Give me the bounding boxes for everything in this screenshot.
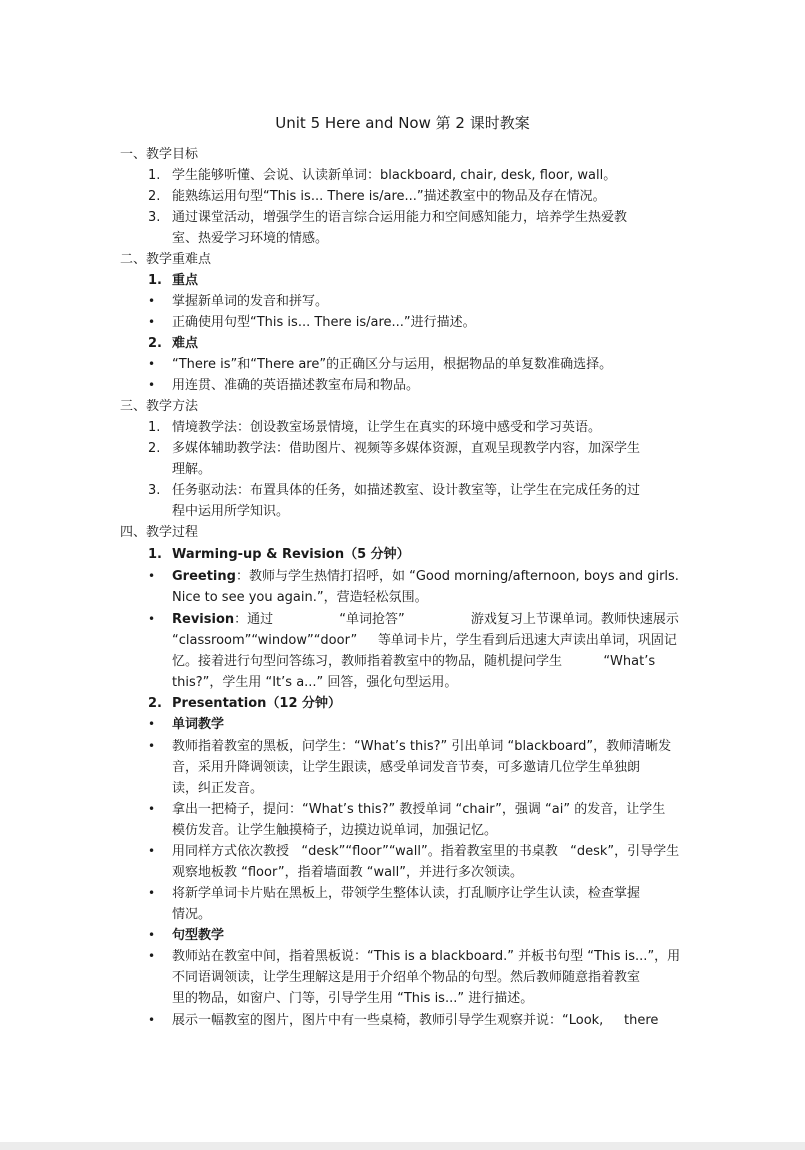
paragraph-line: this?”，学生用 “It’s a...” 回答，强化句型运用。	[172, 675, 458, 690]
bullet-icon: •	[148, 612, 156, 626]
label-revision: Revision	[172, 612, 235, 627]
list-item: 用连贯、准确的英语描述教室布局和物品。	[172, 378, 420, 393]
list-item: 能熟练运用句型“This is... There is/are...”描述教室中的物品及存在情况。	[172, 189, 606, 204]
bullet-icon: •	[148, 357, 156, 371]
list-item: 学生能够听懂、会说、认读新单词：blackboard, chair, desk, floor, wall。	[172, 168, 617, 183]
bullet-icon: •	[148, 315, 156, 329]
page-title: Unit 5 Here and Now 第 2 课时教案	[275, 114, 530, 132]
step-heading-presentation: Presentation（12 分钟）	[172, 696, 342, 711]
label-greeting: Greeting	[172, 569, 236, 584]
bullet-icon: •	[148, 378, 156, 392]
paragraph-line: 忆。接着进行句型问答练习，教师指着教室中的物品，随机提问学生 “What’s	[172, 654, 656, 669]
subheading-sentence-patterns: 句型教学	[172, 928, 225, 943]
list-item: 正确使用句型“This is... There is/are...”进行描述。	[172, 315, 476, 330]
bullet-icon: •	[148, 949, 156, 963]
section-heading-key-points: 二、教学重难点	[120, 252, 212, 267]
paragraph-line: 读，纠正发音。	[172, 781, 264, 796]
list-marker: 2.	[148, 441, 161, 456]
section-heading-objectives: 一、教学目标	[120, 147, 199, 162]
bullet-icon: •	[148, 802, 156, 816]
list-item: 情境教学法：创设教室场景情境，让学生在真实的环境中感受和学习英语。	[172, 420, 602, 435]
list-item: “There is”和“There are”的正确区分与运用，根据物品的单复数准确选择。	[172, 357, 613, 372]
step-heading-warmup: Warming-up & Revision（5 分钟）	[172, 547, 410, 562]
paragraph-line	[172, 566, 684, 587]
paragraph-line: 拿出一把椅子，提问：“What’s this?” 教授单词 “chair”，强调 “ai” 的发音，让学生	[172, 802, 666, 817]
bullet-icon: •	[148, 928, 156, 942]
paragraph-line: 展示一幅教室的图片，图片中有一些桌椅，教师引导学生观察并说：“Look, there	[172, 1013, 659, 1028]
list-marker: 3.	[148, 210, 161, 225]
revision-text: ：通过 “单词抢答” 游戏复习上节课单词。教师快速展示	[234, 612, 679, 627]
paragraph-line: “classroom”“window”“door” 等单词卡片，学生看到后迅速大声读出单词，巩固记	[172, 633, 677, 648]
list-item: 掌握新单词的发音和拼写。	[172, 294, 329, 309]
section-heading-process: 四、教学过程	[120, 525, 199, 540]
list-item: 通过课堂活动，增强学生的语言综合运用能力和空间感知能力，培养学生热爱教	[172, 210, 628, 225]
bullet-icon: •	[148, 739, 156, 753]
list-item-continuation: 室、热爱学习环境的情感。	[172, 231, 329, 246]
paragraph-line: 将新学单词卡片贴在黑板上，带领学生整体认读，打乱顺序让学生认读，检查掌握	[172, 886, 641, 901]
paragraph-line: 观察地板教 “floor”，指着墙面教 “wall”，并进行多次领读。	[172, 865, 524, 880]
list-marker: 2.	[148, 336, 162, 351]
list-marker: 1.	[148, 420, 161, 435]
bullet-icon: •	[148, 569, 156, 583]
page-bottom-edge	[0, 1142, 805, 1150]
list-marker: 3.	[148, 483, 161, 498]
list-marker: 1.	[148, 168, 161, 183]
bullet-icon: •	[148, 717, 156, 731]
paragraph-line	[172, 609, 684, 630]
paragraph-line: 教师站在教室中间，指着黑板说：“This is a blackboard.” 并板书句型 “This is...”，用	[172, 949, 681, 964]
list-item-continuation: 程中运用所学知识。	[172, 504, 290, 519]
subheading-difficult: 难点	[172, 336, 199, 351]
paragraph-line: 用同样方式依次教授 “desk”“floor”“wall”。指着教室里的书桌教 “desk”，引导学生	[172, 844, 680, 859]
paragraph-line: 模仿发音。让学生触摸椅子，边摸边说单词，加强记忆。	[172, 823, 498, 838]
list-marker: 1.	[148, 547, 162, 562]
paragraph-line: 音，采用升降调领读，让学生跟读，感受单词发音节奏，可多邀请几位学生单独朗	[172, 760, 641, 775]
paragraph-line: 教师指着教室的黑板，问学生：“What’s this?” 引出单词 “blackboard”，教师清晰发	[172, 739, 672, 754]
subheading-key: 重点	[172, 273, 199, 288]
section-heading-methods: 三、教学方法	[120, 399, 199, 414]
bullet-icon: •	[148, 844, 156, 858]
greeting-text: ：教师与学生热情打招呼，如 “Good morning/afternoon, boys and girls.	[235, 569, 679, 584]
paragraph-line: Nice to see you again.”，营造轻松氛围。	[172, 590, 428, 605]
list-item: 任务驱动法：布置具体的任务，如描述教室、设计教室等，让学生在完成任务的过	[172, 483, 641, 498]
list-marker: 2.	[148, 696, 162, 711]
bullet-icon: •	[148, 886, 156, 900]
subheading-vocabulary: 单词教学	[172, 717, 225, 732]
list-item-continuation: 理解。	[172, 462, 212, 477]
bullet-icon: •	[148, 294, 156, 308]
bullet-icon: •	[148, 1013, 156, 1027]
paragraph-line: 不同语调领读，让学生理解这是用于介绍单个物品的句型。然后教师随意指着教室	[172, 970, 641, 985]
paragraph-line: 里的物品，如窗户、门等，引导学生用 “This is...” 进行描述。	[172, 991, 534, 1006]
paragraph-line: 情况。	[172, 907, 212, 922]
list-item: 多媒体辅助教学法：借助图片、视频等多媒体资源，直观呈现教学内容，加深学生	[172, 441, 641, 456]
list-marker: 2.	[148, 189, 161, 204]
list-marker: 1.	[148, 273, 162, 288]
